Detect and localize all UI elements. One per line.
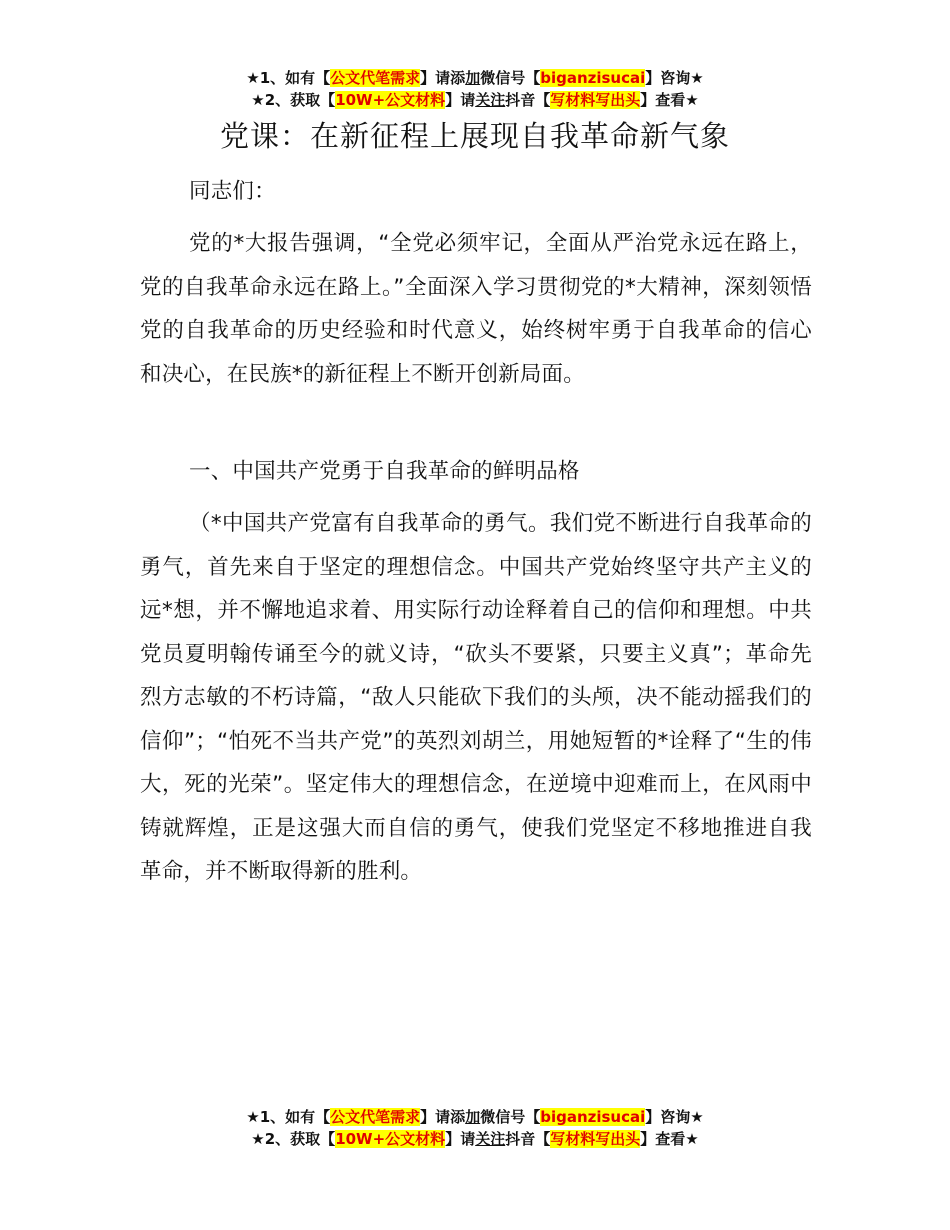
- ad-text: ★2、获取【: [251, 1130, 336, 1148]
- ad-text: 】查看★: [640, 1130, 699, 1148]
- ad-highlight-wechat-id: biganzisucai: [540, 69, 646, 87]
- ad-line-1: [0, 1106, 950, 1128]
- ad-text: 抖音【: [505, 1130, 551, 1148]
- ad-text: 抖音【: [505, 91, 551, 109]
- ad-text: 】请添: [420, 69, 466, 87]
- ad-text: 】查看★: [640, 91, 699, 109]
- ad-underlined-text: 加: [465, 69, 481, 87]
- ad-highlight-service: 公文代笔需求: [330, 1108, 421, 1126]
- paragraph-2: （*中国共产党富有自我革命的勇气。我们党不断进行自我革命的勇气，首先来自于坚定的理想信念。中国共产党始终坚守共产主义的远*想，并不懈地追求着、用实际行动诠释着自己的信仰和理想。中共党员夏明翰传诵至今的就义诗，“砍头不要紧，只要主义真”；革命先烈方志敏的不朽诗篇，“敌人只能砍下我们的头颅，决不能动摇我们的信仰”；“怕死不当共产党”的英烈刘胡兰，用她短暂的*诠释了“生的伟大，死的光荣”。坚定伟大的理想信念，在逆境中迎难而上，在风雨中铸就辉煌，正是这强大而自信的勇气，使我们党坚定不移地推进自我革命，并不断取得新的胜利。: [140, 511, 812, 884]
- ad-text: 】请添: [420, 1108, 466, 1126]
- section-heading-1: 一、中国共产党勇于自我革命的鲜明品格: [189, 459, 580, 484]
- ad-text: ★1、如有【: [246, 69, 331, 87]
- ad-underlined-text: 加: [465, 1108, 481, 1126]
- ad-text: 】请: [445, 91, 476, 109]
- document-title: 党课：在新征程上展现自我革命新气象: [219, 119, 730, 153]
- ad-line-2: [0, 89, 950, 111]
- ad-highlight-service: 公文代笔需求: [330, 69, 421, 87]
- ad-text: 】咨询★: [645, 1108, 704, 1126]
- ad-text: ★2、获取【: [251, 91, 336, 109]
- ad-highlight-douyin: 写材料写出头: [550, 91, 641, 109]
- footer-ad-banner: [0, 1106, 950, 1150]
- paragraph-1: 党的*大报告强调，“全党必须牢记，全面从严治党永远在路上，党的自我革命永远在路上。”全面深入学习贯彻党的*大精神，深刻领悟党的自我革命的历史经验和时代意义，始终树牢勇于自我革命的信心和决心，在民族*的新征程上不断开创新局面。: [140, 231, 812, 387]
- ad-text: 微信号【: [480, 69, 541, 87]
- header-ad-banner: [0, 67, 950, 111]
- ad-text: 微信号【: [480, 1108, 541, 1126]
- ad-underlined-text: 关注: [475, 91, 506, 109]
- ad-highlight-wechat-id: biganzisucai: [540, 1108, 646, 1126]
- greeting: 同志们：: [189, 179, 276, 204]
- ad-text: 】请: [445, 1130, 476, 1148]
- ad-underlined-text: 关注: [475, 1130, 506, 1148]
- ad-line-2: [0, 1128, 950, 1150]
- ad-highlight-douyin: 写材料写出头: [550, 1130, 641, 1148]
- ad-line-1: [0, 67, 950, 89]
- ad-highlight-materials: 10W+公文材料: [335, 1130, 446, 1148]
- ad-text: 】咨询★: [645, 69, 704, 87]
- ad-text: ★1、如有【: [246, 1108, 331, 1126]
- ad-highlight-materials: 10W+公文材料: [335, 91, 446, 109]
